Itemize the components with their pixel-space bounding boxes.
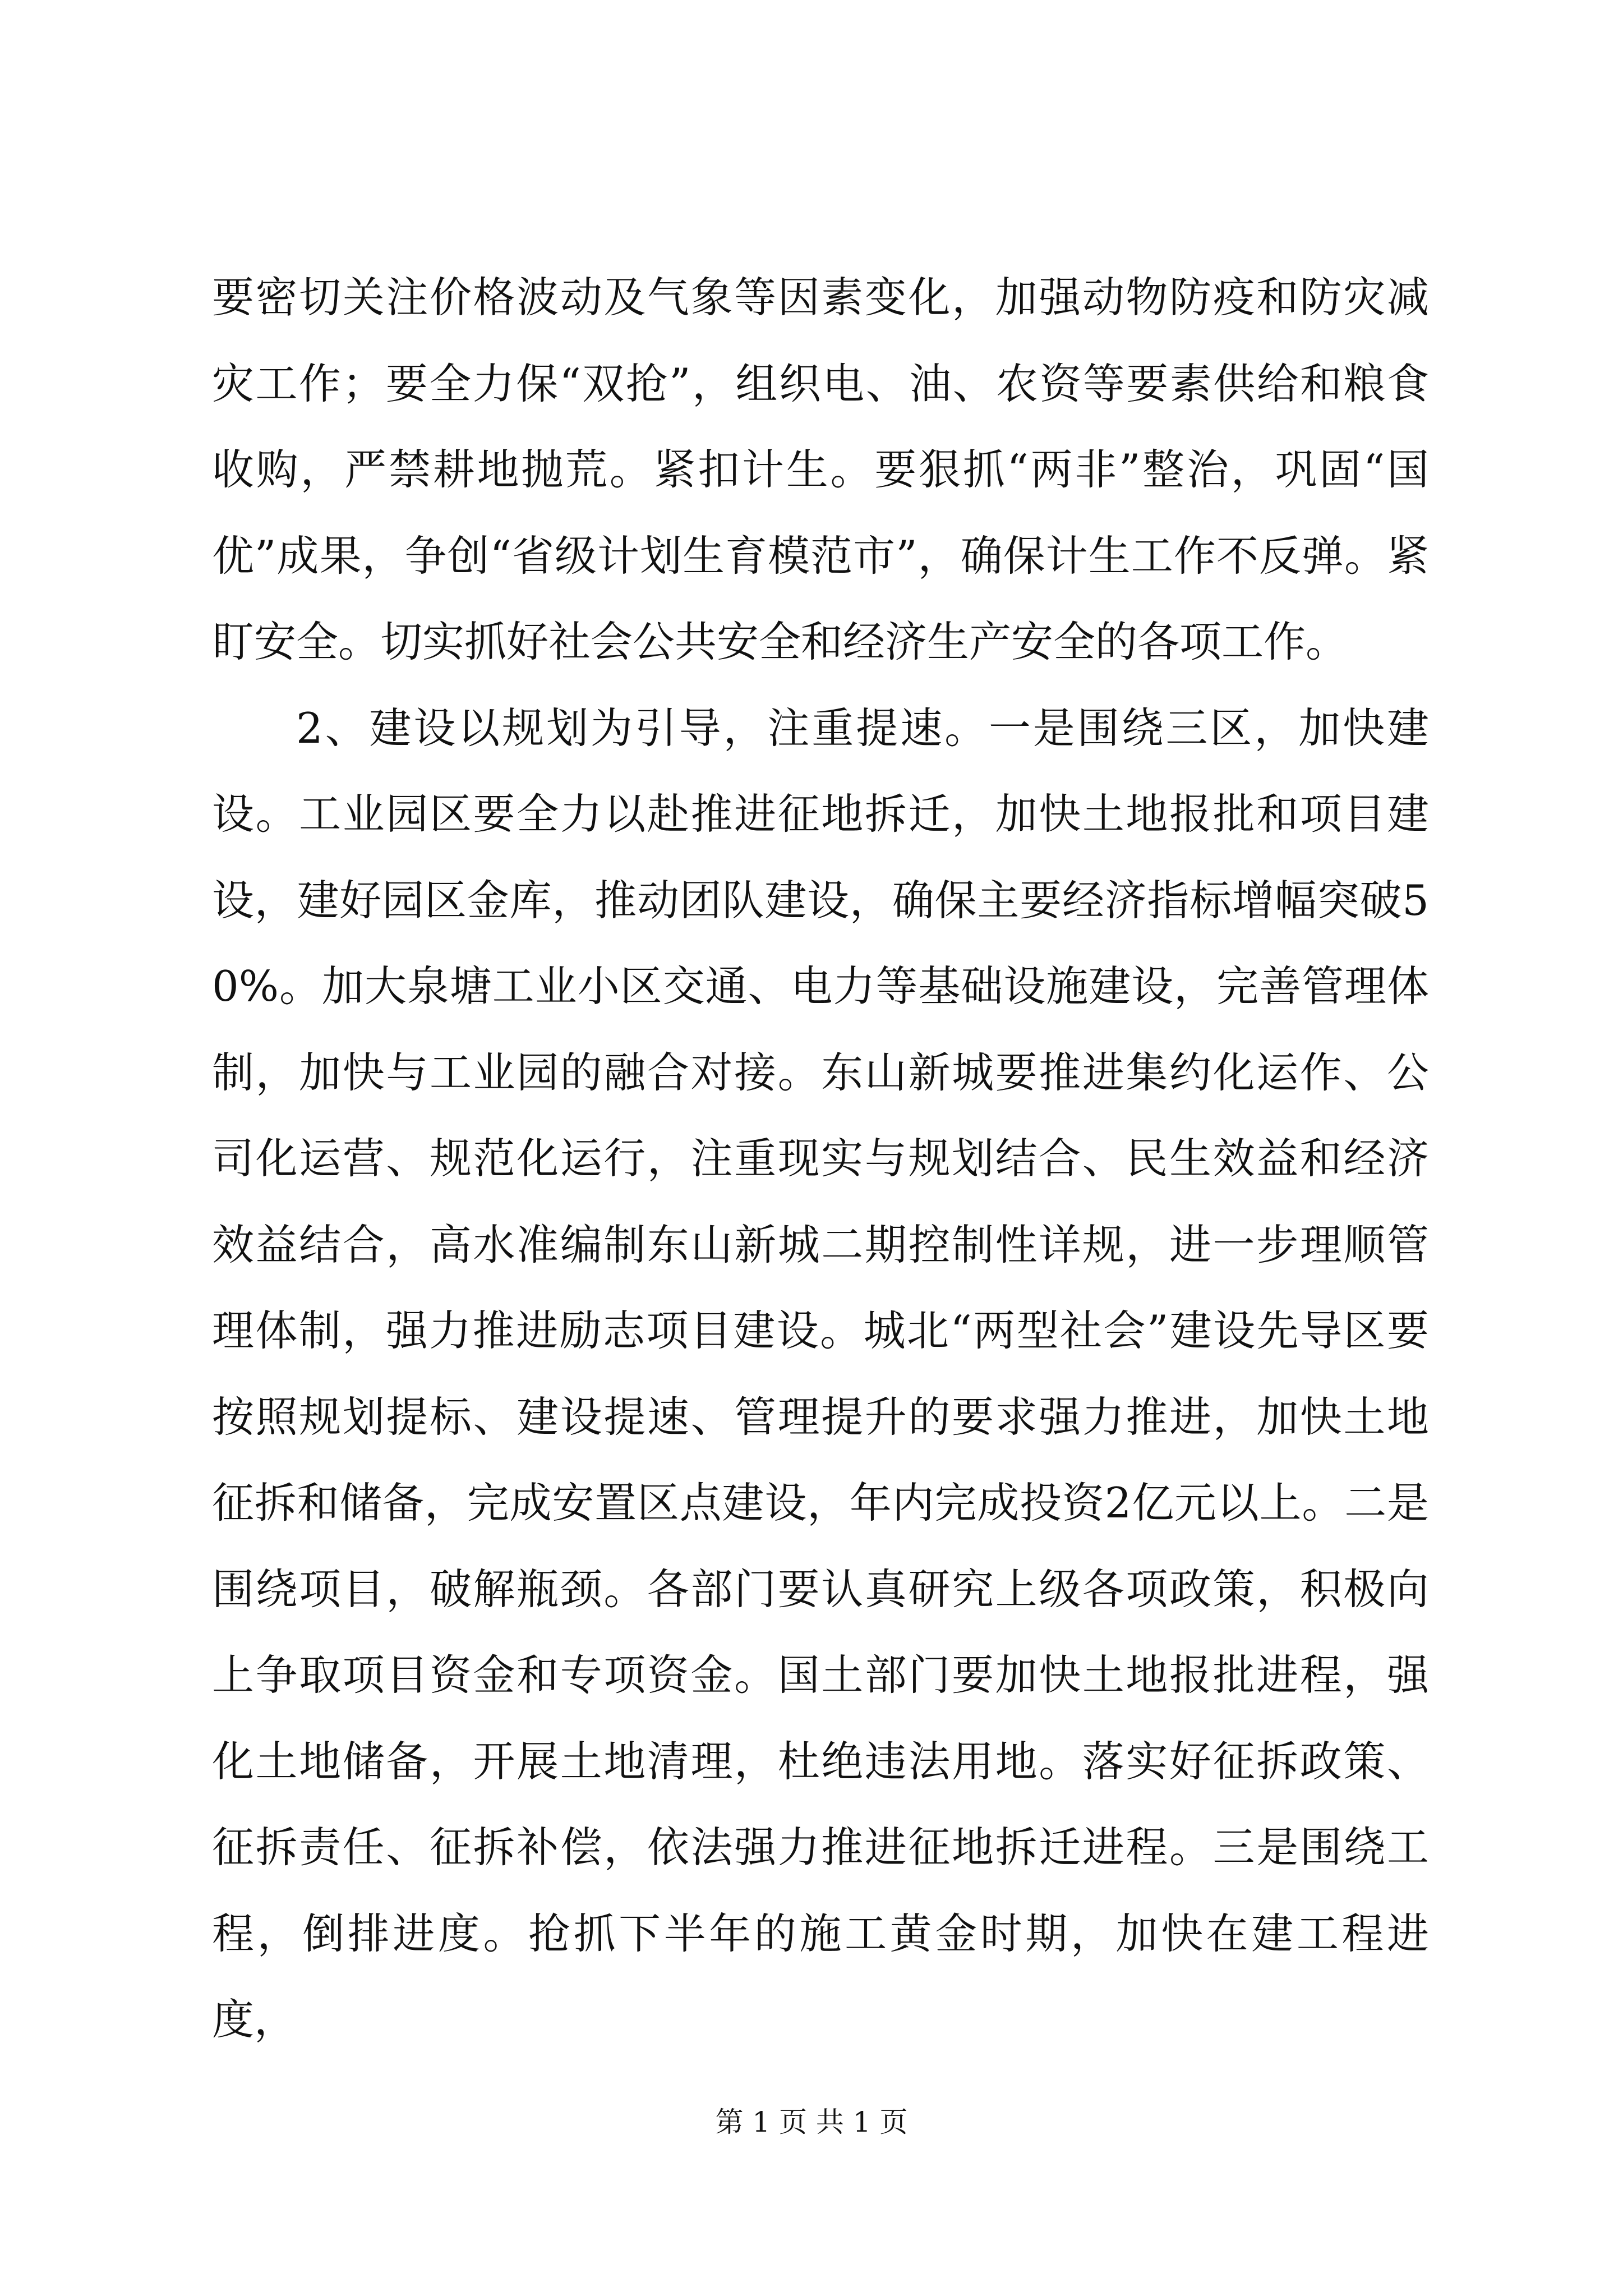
paragraph-1: 要密切关注价格波动及气象等因素变化，加强动物防疫和防灾减灾工作；要全力保“双抢”，组织电、油、农资等要素供给和粮食收购，严禁耕地抛荒。紧扣计生。要狠抓“两非”整治，巩固“国优”成果，争创“省级计划生育模范市”，确保计生工作不反弹。紧盯安全。切实抓好社会公共安全和经济生产安全的各项工作。 [212,273,1429,666]
page-footer: 第 1 页 共 1 页 [715,2106,908,2138]
paragraph-2: 2、建设以规划为引导，注重提速。一是围绕三区，加快建设。工业园区要全力以赴推进征地拆迁，加快土地报批和项目建设，建好园区金库，推动团队建设，确保主要经济指标增幅突破50%。加大泉塘工业小区交通、电力等基础设施建设，完善管理体制，加快与工业园的融合对接。东山新城要推进集约化运作、公司化运营、规范化运行，注重现实与规划结合、民生效益和经济效益结合，高水准编制东山新城二期控制性详规，进一步理顺管理体制，强力推进励志项目建设。城北“两型社会”建设先导区要按照规划提标、建设提速、管理提升的要求强力推进，加快土地征拆和储备，完成安置区点建设，年内完成投资2亿元以上。二是围绕项目，破解瓶颈。各部门要认真研究上级各项政策，积极向上争取项目资金和专项资金。国土部门要加快土地报批进程，强化土地储备，开展土地清理，杜绝违法用地。落实好征拆政策、征拆责任、征拆补偿，依法强力推进征地拆迁进程。三是围绕工程，倒排进度。抢抓下半年的施工黄金时期，加快在建工程进度， [212,703,1429,2044]
document-body [212,255,1429,2063]
